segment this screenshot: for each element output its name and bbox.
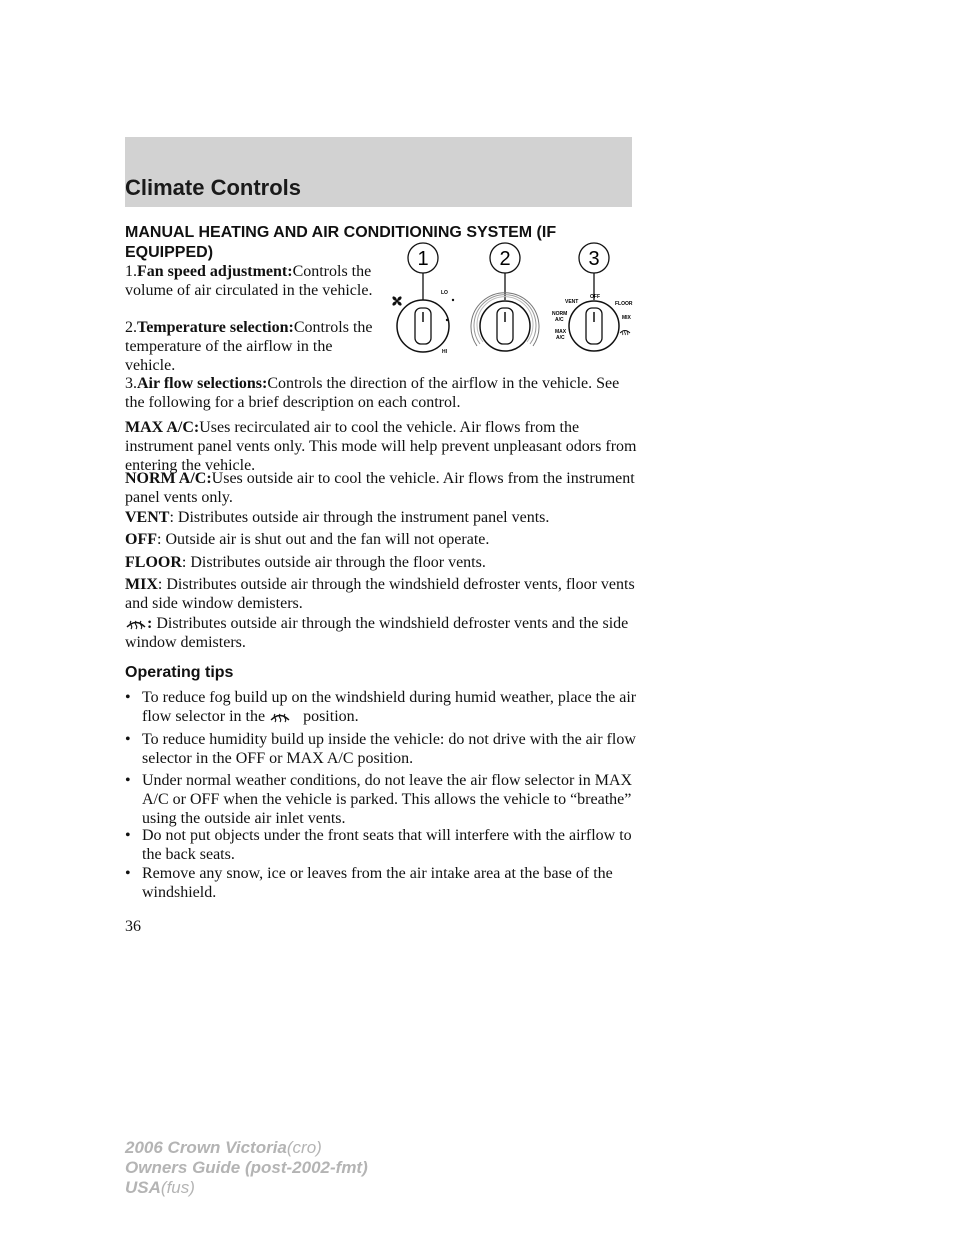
page-title: Climate Controls	[125, 175, 302, 200]
fan-icon	[392, 296, 403, 307]
mode-defrost	[125, 614, 640, 652]
footer-guide: Owners Guide (post-2002-fmt)	[125, 1158, 368, 1177]
footer-market-code: (fus)	[160, 1178, 195, 1197]
tip-text-after: position.	[303, 708, 359, 725]
item-text: Controls the volume of air circulated in the vehicle.	[125, 263, 373, 299]
item-temperature	[125, 318, 380, 375]
mode-max-label: MAX	[555, 329, 567, 335]
mode-vent-label: VENT	[565, 299, 579, 305]
mode-label: MAX A/C:	[125, 419, 200, 436]
callout-2	[490, 243, 520, 300]
tip-text: To reduce fog build up on the windshield during humid weather, place the air flow selector in the	[142, 689, 637, 725]
mode-vent	[125, 508, 640, 527]
tip-item: • Under normal weather conditions, do not leave the air flow selector in MAX A/C or OFF when the vehicle is parked. This allows the vehicle to “breathe” using the outside air inlet vents.	[125, 771, 640, 828]
item-fan-speed	[125, 262, 380, 300]
item-number: 3.	[125, 375, 137, 392]
callout-3	[579, 243, 609, 300]
temperature-knob	[471, 293, 539, 351]
mode-text: : Distributes outside air through the instrument panel vents.	[169, 509, 550, 526]
tip-item: • Do not put objects under the front seats that will interfere with the airflow to the back seats.	[125, 826, 640, 864]
item-label: Fan speed adjustment:	[137, 263, 293, 280]
mode-text: Distributes outside air through the windshield defroster vents and the side window demisters.	[125, 615, 629, 652]
item-air-flow	[125, 374, 640, 412]
tip-item: • To reduce fog build up on the windshield during humid weather, place the air flow selector in the position.	[125, 689, 637, 725]
mode-label: NORM A/C:	[125, 470, 212, 487]
item-text: Controls the temperature of the airflow in the vehicle.	[125, 319, 373, 374]
tip-text: To reduce humidity build up inside the vehicle: do not drive with the air flow selector in the OFF or MAX A/C position.	[142, 731, 636, 767]
air-flow-knob	[552, 294, 633, 351]
mode-label: OFF	[125, 531, 157, 548]
item-number: 1.	[125, 263, 137, 280]
tip-text: Under normal weather conditions, do not leave the air flow selector in MAX A/C or OFF when the vehicle is parked. This allows the vehicle to “breathe” using the outside air inlet vents.	[142, 772, 633, 827]
tip-text: Do not put objects under the front seats that will interfere with the airflow to the back seats.	[142, 827, 632, 863]
footer-model: 2006 Crown Victoria	[125, 1138, 287, 1157]
mode-norm-ac	[125, 469, 640, 507]
section-heading: MANUAL HEATING AND AIR CONDITIONING SYSTEM (IF EQUIPPED)	[125, 224, 557, 261]
tip-item: • Remove any snow, ice or leaves from the air intake area at the base of the windshield.	[125, 864, 640, 902]
mode-label: FLOOR	[125, 554, 182, 571]
mode-mix-label: MIX	[622, 315, 631, 321]
mode-max-ac	[125, 418, 640, 475]
mode-text: Uses recirculated air to cool the vehicle. Air flows from the instrument panel vents only. This mode will help prevent unpleasant odors from entering the vehicle.	[125, 419, 637, 474]
item-text: Controls the direction of the airflow in the vehicle. See the following for a brief description on each control.	[125, 375, 620, 411]
mode-label: VENT	[125, 509, 170, 526]
fan-hi-label: HI	[442, 349, 447, 355]
tip-text: Remove any snow, ice or leaves from the air intake area at the base of the windshield.	[142, 865, 613, 901]
item-label: Temperature selection:	[137, 319, 294, 336]
fan-speed-knob	[392, 290, 455, 355]
mode-text: : Distributes outside air through the windshield defroster vents, floor vents and side window demisters.	[125, 576, 635, 612]
mode-label: :	[147, 615, 153, 632]
mode-floor-label: FLOOR	[615, 301, 633, 307]
item-label: Air flow selections:	[137, 375, 268, 392]
svg-text:2: 2	[499, 248, 511, 270]
tips-heading: Operating tips	[125, 664, 234, 681]
mode-text: Uses outside air to cool the vehicle. Air flows from the instrument panel vents only.	[125, 470, 635, 506]
footer-market: USA	[125, 1178, 161, 1197]
defrost-icon	[269, 708, 291, 726]
item-number: 2.	[125, 319, 137, 336]
tip-item: • To reduce humidity build up inside the vehicle: do not drive with the air flow selector in the OFF or MAX A/C position.	[125, 730, 640, 768]
page-number: 36	[125, 918, 141, 935]
mode-label: MIX	[125, 576, 158, 593]
mode-floor	[125, 553, 640, 572]
mode-text: : Outside air is shut out and the fan will not operate.	[157, 531, 490, 548]
footer-model-code: (cro)	[286, 1138, 322, 1157]
defrost-icon	[620, 331, 630, 336]
svg-text:1: 1	[417, 248, 429, 270]
mode-max-ac-label: A/C	[556, 335, 565, 341]
mode-norm-label: NORM	[552, 311, 568, 317]
svg-text:3: 3	[588, 248, 600, 270]
mode-text: : Distributes outside air through the floor vents.	[181, 554, 486, 571]
climate-control-diagram	[385, 238, 645, 363]
footer	[125, 1138, 368, 1198]
callout-1	[408, 243, 438, 300]
mode-mix	[125, 575, 640, 613]
fan-lo-label: LO	[441, 290, 448, 296]
mode-off	[125, 530, 640, 549]
defrost-icon	[125, 615, 147, 633]
mode-norm-ac-label: A/C	[555, 317, 564, 323]
mode-off-label: OFF	[590, 294, 600, 300]
